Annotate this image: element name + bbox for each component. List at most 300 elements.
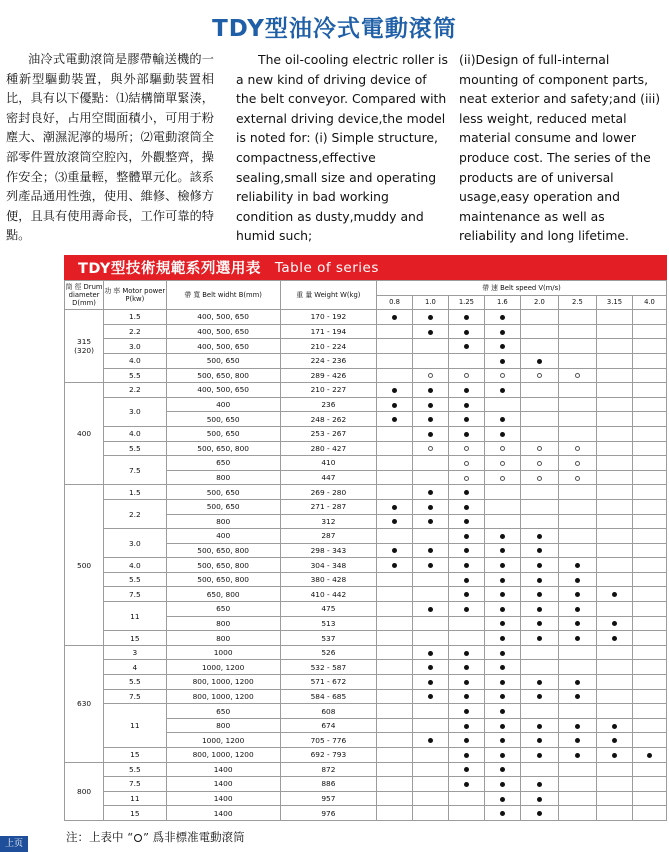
speed-cell <box>484 514 520 529</box>
weight-cell: 526 <box>280 645 376 660</box>
standard-dot-icon <box>537 592 542 597</box>
speed-cell <box>632 631 666 646</box>
table-row <box>65 587 667 602</box>
speed-cell <box>377 718 413 733</box>
standard-dot-icon <box>464 315 469 320</box>
motor-power-cell: 3.0 <box>104 339 166 354</box>
speed-cell <box>632 718 666 733</box>
speed-cell <box>448 558 484 573</box>
speed-cell <box>558 587 596 602</box>
standard-dot-icon <box>428 548 433 553</box>
standard-dot-icon <box>392 417 397 422</box>
standard-dot-icon <box>392 548 397 553</box>
speed-cell <box>484 689 520 704</box>
speed-cell <box>632 324 666 339</box>
nonstandard-circle-icon <box>500 446 505 451</box>
speed-cell <box>412 689 448 704</box>
speed-cell <box>484 397 520 412</box>
standard-dot-icon <box>537 636 542 641</box>
motor-power-cell: 15 <box>104 631 166 646</box>
weight-cell: 287 <box>280 529 376 544</box>
standard-dot-icon <box>464 432 469 437</box>
speed-cell <box>412 675 448 690</box>
table-row <box>65 748 667 763</box>
speed-cell <box>558 689 596 704</box>
speed-cell <box>377 762 413 777</box>
header-speed-value: 2.5 <box>558 295 596 310</box>
speed-cell <box>520 645 558 660</box>
speed-cell <box>596 675 632 690</box>
speed-cell <box>448 675 484 690</box>
standard-dot-icon <box>428 490 433 495</box>
standard-dot-icon <box>575 694 580 699</box>
speed-cell <box>520 324 558 339</box>
speed-cell <box>448 718 484 733</box>
speed-cell <box>484 748 520 763</box>
speed-cell <box>448 777 484 792</box>
speed-cell <box>484 718 520 733</box>
standard-dot-icon <box>464 534 469 539</box>
standard-dot-icon <box>428 403 433 408</box>
belt-width-cell: 400, 500, 650 <box>166 339 280 354</box>
speed-cell <box>484 762 520 777</box>
speed-cell <box>632 675 666 690</box>
nonstandard-circle-icon <box>575 476 580 481</box>
table-row <box>65 456 667 471</box>
belt-width-cell: 500, 650 <box>166 485 280 500</box>
speed-cell <box>632 456 666 471</box>
speed-cell <box>448 324 484 339</box>
standard-dot-icon <box>392 505 397 510</box>
standard-dot-icon <box>500 767 505 772</box>
standard-dot-icon <box>575 621 580 626</box>
speed-cell <box>412 470 448 485</box>
drum-diameter-cell: 400 <box>65 383 104 485</box>
speed-cell <box>484 339 520 354</box>
speed-cell <box>558 791 596 806</box>
speed-cell <box>448 499 484 514</box>
nonstandard-circle-icon <box>428 373 433 378</box>
weight-cell: 705 - 776 <box>280 733 376 748</box>
speed-cell <box>596 485 632 500</box>
speed-cell <box>520 426 558 441</box>
weight-cell: 447 <box>280 470 376 485</box>
standard-dot-icon <box>537 680 542 685</box>
standard-dot-icon <box>428 680 433 685</box>
speed-cell <box>377 339 413 354</box>
speed-cell <box>377 645 413 660</box>
weight-cell: 210 - 227 <box>280 383 376 398</box>
weight-cell: 253 - 267 <box>280 426 376 441</box>
speed-cell <box>520 456 558 471</box>
standard-dot-icon <box>575 607 580 612</box>
standard-dot-icon <box>500 344 505 349</box>
weight-cell: 957 <box>280 791 376 806</box>
standard-dot-icon <box>464 330 469 335</box>
belt-width-cell: 500, 650, 800 <box>166 572 280 587</box>
standard-dot-icon <box>500 548 505 553</box>
standard-dot-icon <box>464 578 469 583</box>
speed-cell <box>377 485 413 500</box>
speed-cell <box>412 368 448 383</box>
speed-cell <box>596 412 632 427</box>
standard-dot-icon <box>428 505 433 510</box>
speed-cell <box>558 412 596 427</box>
series-table-header-bar <box>64 255 667 280</box>
speed-cell <box>632 397 666 412</box>
belt-width-cell: 1400 <box>166 806 280 821</box>
speed-cell <box>412 762 448 777</box>
speed-cell <box>596 383 632 398</box>
speed-cell <box>412 572 448 587</box>
speed-cell <box>377 397 413 412</box>
speed-cell <box>412 704 448 719</box>
belt-width-cell: 1400 <box>166 762 280 777</box>
speed-cell <box>558 762 596 777</box>
standard-dot-icon <box>537 578 542 583</box>
weight-cell: 475 <box>280 602 376 617</box>
speed-cell <box>520 339 558 354</box>
speed-cell <box>484 441 520 456</box>
standard-dot-icon <box>575 738 580 743</box>
speed-cell <box>596 310 632 325</box>
speed-cell <box>520 791 558 806</box>
motor-power-cell: 5.5 <box>104 368 166 383</box>
weight-cell: 513 <box>280 616 376 631</box>
speed-cell <box>484 529 520 544</box>
motor-power-cell: 4.0 <box>104 353 166 368</box>
standard-dot-icon <box>612 636 617 641</box>
page-title: TDY型油冷式電動滾筒 <box>212 16 457 42</box>
speed-cell <box>484 675 520 690</box>
belt-width-cell: 1000 <box>166 645 280 660</box>
speed-cell <box>448 383 484 398</box>
standard-dot-icon <box>464 563 469 568</box>
speed-cell <box>448 441 484 456</box>
speed-cell <box>484 806 520 821</box>
speed-cell <box>448 616 484 631</box>
motor-power-cell: 3.0 <box>104 397 166 426</box>
footnote <box>66 829 245 845</box>
weight-cell: 380 - 428 <box>280 572 376 587</box>
belt-width-cell: 800, 1000, 1200 <box>166 689 280 704</box>
belt-width-cell: 500, 650 <box>166 499 280 514</box>
speed-cell <box>520 689 558 704</box>
belt-width-cell: 800 <box>166 514 280 529</box>
speed-cell <box>412 543 448 558</box>
speed-cell <box>520 529 558 544</box>
table-row <box>65 353 667 368</box>
standard-dot-icon <box>428 607 433 612</box>
speed-cell <box>520 704 558 719</box>
standard-dot-icon <box>537 607 542 612</box>
motor-power-cell: 11 <box>104 791 166 806</box>
speed-cell <box>520 587 558 602</box>
speed-cell <box>412 383 448 398</box>
speed-cell <box>596 587 632 602</box>
weight-cell: 170 - 192 <box>280 310 376 325</box>
speed-cell <box>484 660 520 675</box>
weight-cell: 210 - 224 <box>280 339 376 354</box>
speed-cell <box>558 485 596 500</box>
standard-dot-icon <box>428 432 433 437</box>
weight-cell: 312 <box>280 514 376 529</box>
speed-cell <box>520 499 558 514</box>
table-row <box>65 660 667 675</box>
speed-cell <box>632 558 666 573</box>
belt-width-cell: 1000, 1200 <box>166 733 280 748</box>
speed-cell <box>632 587 666 602</box>
speed-cell <box>377 499 413 514</box>
belt-width-cell: 1400 <box>166 777 280 792</box>
standard-dot-icon <box>428 665 433 670</box>
speed-cell <box>558 660 596 675</box>
speed-cell <box>558 368 596 383</box>
weight-cell: 537 <box>280 631 376 646</box>
speed-cell <box>596 529 632 544</box>
speed-cell <box>377 704 413 719</box>
standard-dot-icon <box>464 548 469 553</box>
speed-cell <box>632 441 666 456</box>
standard-dot-icon <box>500 724 505 729</box>
standard-dot-icon <box>575 680 580 685</box>
motor-power-cell: 1.5 <box>104 485 166 500</box>
speed-cell <box>448 412 484 427</box>
speed-cell <box>520 514 558 529</box>
speed-cell <box>520 310 558 325</box>
speed-cell <box>596 558 632 573</box>
table-row <box>65 529 667 544</box>
belt-width-cell: 500, 650, 800 <box>166 441 280 456</box>
standard-dot-icon <box>464 519 469 524</box>
table-row <box>65 777 667 792</box>
speed-cell <box>484 631 520 646</box>
motor-power-cell: 11 <box>104 602 166 631</box>
series-table-section <box>64 255 667 821</box>
footnote-suffix: ” 爲非標准電動滾筒 <box>143 830 245 844</box>
belt-width-cell: 800 <box>166 470 280 485</box>
speed-cell <box>520 353 558 368</box>
speed-cell <box>484 572 520 587</box>
motor-power-cell: 15 <box>104 806 166 821</box>
speed-cell <box>377 353 413 368</box>
speed-cell <box>520 368 558 383</box>
series-table-body <box>65 310 667 821</box>
motor-power-cell: 7.5 <box>104 777 166 792</box>
speed-cell <box>377 733 413 748</box>
speed-cell <box>484 499 520 514</box>
standard-dot-icon <box>537 534 542 539</box>
speed-cell <box>377 616 413 631</box>
standard-dot-icon <box>428 563 433 568</box>
speed-cell <box>377 441 413 456</box>
nonstandard-circle-icon <box>537 476 542 481</box>
speed-cell <box>484 456 520 471</box>
standard-dot-icon <box>500 621 505 626</box>
standard-dot-icon <box>392 315 397 320</box>
speed-cell <box>520 762 558 777</box>
speed-cell <box>448 529 484 544</box>
speed-cell <box>520 485 558 500</box>
standard-dot-icon <box>392 563 397 568</box>
speed-cell <box>448 762 484 777</box>
standard-dot-icon <box>500 811 505 816</box>
table-row <box>65 631 667 646</box>
drum-diameter-cell: 500 <box>65 485 104 646</box>
nonstandard-circle-icon <box>464 476 469 481</box>
header-speed-value: 3.15 <box>596 295 632 310</box>
speed-cell <box>520 777 558 792</box>
intro-english-part1: The oil-cooling electric roller is a new kind of driving device of the belt conveyor. Compared with external driving device,the model is noted for: (i) Simple structure, compactness,effective sealing,small size and operating reliability in bad working condition as dusty,muddy and humid such; <box>236 52 448 244</box>
standard-dot-icon <box>464 592 469 597</box>
speed-cell <box>377 558 413 573</box>
speed-cell <box>484 602 520 617</box>
speed-cell <box>412 806 448 821</box>
standard-dot-icon <box>464 505 469 510</box>
speed-cell <box>632 470 666 485</box>
speed-cell <box>448 806 484 821</box>
speed-cell <box>520 616 558 631</box>
table-row <box>65 383 667 398</box>
speed-cell <box>377 529 413 544</box>
belt-width-cell: 650 <box>166 602 280 617</box>
speed-cell <box>520 806 558 821</box>
speed-cell <box>558 602 596 617</box>
speed-cell <box>448 485 484 500</box>
speed-cell <box>412 733 448 748</box>
header-speed-value: 1.25 <box>448 295 484 310</box>
speed-cell <box>484 587 520 602</box>
motor-power-cell: 3.0 <box>104 529 166 558</box>
motor-power-cell: 1.5 <box>104 310 166 325</box>
speed-cell <box>377 310 413 325</box>
intro-chinese: 油冷式電動滾筒是膠帶輸送機的一種新型驅動裝置，與外部驅動裝置相比，具有以下優點：⑴結構簡單緊湊，密封良好，占用空間面積小，可用于粉塵大、潮濕泥濘的場所；⑵電動滾筒全部零件置放滾筒空腔內，外觀整齊，操作安全；⑶重量輕，整體單元化。該系列產品通用性強，使用、維修、檢修方便，且具有使用壽命長，工作可靠的特點。 <box>6 52 214 243</box>
motor-power-cell: 3 <box>104 645 166 660</box>
series-table-title-en: Table of series <box>274 259 379 276</box>
speed-cell <box>484 543 520 558</box>
speed-cell <box>377 324 413 339</box>
weight-cell: 269 - 280 <box>280 485 376 500</box>
speed-cell <box>520 383 558 398</box>
weight-cell: 410 - 442 <box>280 587 376 602</box>
standard-dot-icon <box>428 651 433 656</box>
belt-width-cell: 500, 650, 800 <box>166 558 280 573</box>
nonstandard-circle-icon <box>575 461 580 466</box>
standard-dot-icon <box>537 811 542 816</box>
speed-cell <box>448 339 484 354</box>
speed-cell <box>377 514 413 529</box>
speed-cell <box>558 397 596 412</box>
speed-cell <box>558 441 596 456</box>
standard-dot-icon <box>464 680 469 685</box>
speed-cell <box>632 353 666 368</box>
speed-cell <box>596 456 632 471</box>
header-speed-value: 1.0 <box>412 295 448 310</box>
speed-cell <box>412 587 448 602</box>
speed-cell <box>448 733 484 748</box>
nonstandard-circle-icon <box>500 373 505 378</box>
speed-cell <box>558 426 596 441</box>
standard-dot-icon <box>612 753 617 758</box>
speed-cell <box>558 718 596 733</box>
belt-width-cell: 800 <box>166 631 280 646</box>
speed-cell <box>448 310 484 325</box>
weight-cell: 298 - 343 <box>280 543 376 558</box>
speed-cell <box>484 368 520 383</box>
weight-cell: 224 - 236 <box>280 353 376 368</box>
weight-cell: 304 - 348 <box>280 558 376 573</box>
speed-cell <box>448 368 484 383</box>
belt-width-cell: 400 <box>166 529 280 544</box>
speed-cell <box>632 485 666 500</box>
speed-cell <box>632 645 666 660</box>
speed-cell <box>412 397 448 412</box>
standard-dot-icon <box>500 753 505 758</box>
header-speed-value: 0.8 <box>377 295 413 310</box>
speed-cell <box>377 456 413 471</box>
speed-cell <box>632 426 666 441</box>
speed-cell <box>558 733 596 748</box>
standard-dot-icon <box>500 592 505 597</box>
speed-cell <box>596 762 632 777</box>
speed-cell <box>520 718 558 733</box>
standard-dot-icon <box>428 694 433 699</box>
standard-dot-icon <box>612 738 617 743</box>
speed-cell <box>558 383 596 398</box>
speed-cell <box>377 675 413 690</box>
speed-cell <box>596 748 632 763</box>
belt-width-cell: 500, 650 <box>166 412 280 427</box>
standard-dot-icon <box>392 403 397 408</box>
speed-cell <box>448 514 484 529</box>
speed-cell <box>448 645 484 660</box>
speed-cell <box>558 353 596 368</box>
series-table-title-zh: TDY型技術規範系列選用表 <box>78 261 261 277</box>
speed-cell <box>484 353 520 368</box>
speed-cell <box>632 339 666 354</box>
standard-dot-icon <box>575 578 580 583</box>
speed-cell <box>412 718 448 733</box>
speed-cell <box>520 470 558 485</box>
header-drum-diameter: 筒 徑 Drum diameter D(mm) <box>65 281 104 310</box>
header-weight: 重 量 Weight W(kg) <box>280 281 376 310</box>
belt-width-cell: 500, 650, 800 <box>166 543 280 558</box>
speed-cell <box>558 616 596 631</box>
speed-cell <box>596 499 632 514</box>
standard-dot-icon <box>428 315 433 320</box>
speed-cell <box>558 704 596 719</box>
standard-dot-icon <box>537 563 542 568</box>
speed-cell <box>596 572 632 587</box>
standard-dot-icon <box>575 563 580 568</box>
standard-dot-icon <box>428 519 433 524</box>
speed-cell <box>558 645 596 660</box>
standard-dot-icon <box>500 359 505 364</box>
drum-diameter-cell: 315 (320) <box>65 310 104 383</box>
weight-cell: 236 <box>280 397 376 412</box>
standard-dot-icon <box>428 738 433 743</box>
header-speed-value: 1.6 <box>484 295 520 310</box>
page-corner-tab: 上页 <box>0 836 28 852</box>
speed-cell <box>632 689 666 704</box>
standard-dot-icon <box>575 592 580 597</box>
speed-cell <box>377 689 413 704</box>
speed-cell <box>632 412 666 427</box>
standard-dot-icon <box>464 665 469 670</box>
speed-cell <box>448 748 484 763</box>
weight-cell: 674 <box>280 718 376 733</box>
speed-cell <box>632 514 666 529</box>
